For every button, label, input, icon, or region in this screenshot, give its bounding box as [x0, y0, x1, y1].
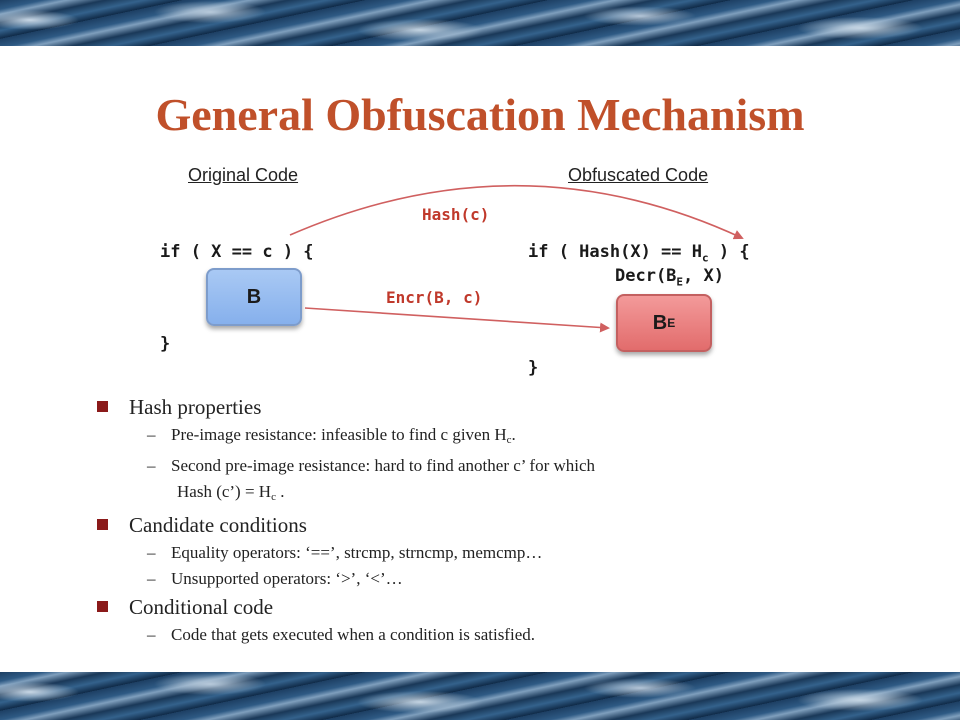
- encr-arrow: [305, 308, 608, 328]
- bullet-square-icon: [97, 519, 108, 530]
- original-code-heading: Original Code: [188, 165, 299, 185]
- obf-decr-sub: E: [676, 275, 684, 289]
- bullet-square-icon: [97, 401, 108, 412]
- sub-bullet-second-preimage-cont: Hash (c’) = Hc .: [177, 482, 285, 503]
- obfuscation-diagram: [150, 160, 850, 390]
- obf-decr-suffix: , X): [683, 266, 724, 286]
- obf-if-suffix: ) {: [708, 242, 750, 262]
- obf-if-prefix: if ( Hash(X) == H: [528, 242, 702, 262]
- block-b-label: B: [246, 285, 262, 308]
- dash-icon: –: [147, 569, 156, 588]
- dash-icon: –: [147, 543, 156, 562]
- encr-label: Encr(B, c): [386, 288, 483, 307]
- obfuscated-code-heading: Obfuscated Code: [568, 165, 709, 185]
- block-be-label: B: [652, 311, 668, 334]
- sub-bullet-second-preimage: – Second pre-image resistance: hard to find another c’ for which: [95, 453, 895, 479]
- hash-label: Hash(c): [422, 205, 490, 224]
- block-be-sub: E: [667, 316, 676, 330]
- obfuscated-decr-line: [615, 266, 724, 288]
- original-close-brace: }: [160, 334, 171, 354]
- dash-icon: –: [147, 625, 156, 644]
- block-be: [616, 294, 712, 352]
- hash-arrow: [290, 186, 742, 238]
- obfuscated-if-line: [528, 242, 750, 264]
- dash-icon: –: [147, 425, 156, 444]
- block-b: [206, 268, 302, 326]
- sub-bullet-equality: – Equality operators: ‘==’, strcmp, strncmp, memcmp…: [95, 540, 895, 566]
- original-if-line: if ( X == c ) {: [160, 242, 314, 262]
- obfuscated-close-brace: }: [528, 358, 539, 378]
- sub-bullet-unsupported: – Unsupported operators: ‘>’, ‘<’…: [95, 566, 895, 592]
- sub-bullet-conditional-desc: – Code that gets executed when a condition is satisfied.: [95, 622, 895, 648]
- slide-title: General Obfuscation Mechanism: [155, 89, 805, 140]
- dash-icon: –: [147, 456, 156, 475]
- bullet-square-icon: [97, 601, 108, 612]
- obf-if-sub: c: [702, 251, 709, 265]
- obf-decr-prefix: Decr(B: [615, 266, 677, 286]
- bullet-list: [95, 392, 895, 648]
- sub-bullet-preimage: – Pre-image resistance: infeasible to find c given Hc.: [95, 422, 895, 453]
- bullet-conditional-code: Conditional code: [95, 592, 895, 622]
- header-band: [0, 0, 960, 46]
- bullet-hash-properties: Hash properties: [95, 392, 895, 422]
- footer-band: [0, 672, 960, 720]
- bullet-candidate-conditions: Candidate conditions: [95, 510, 895, 540]
